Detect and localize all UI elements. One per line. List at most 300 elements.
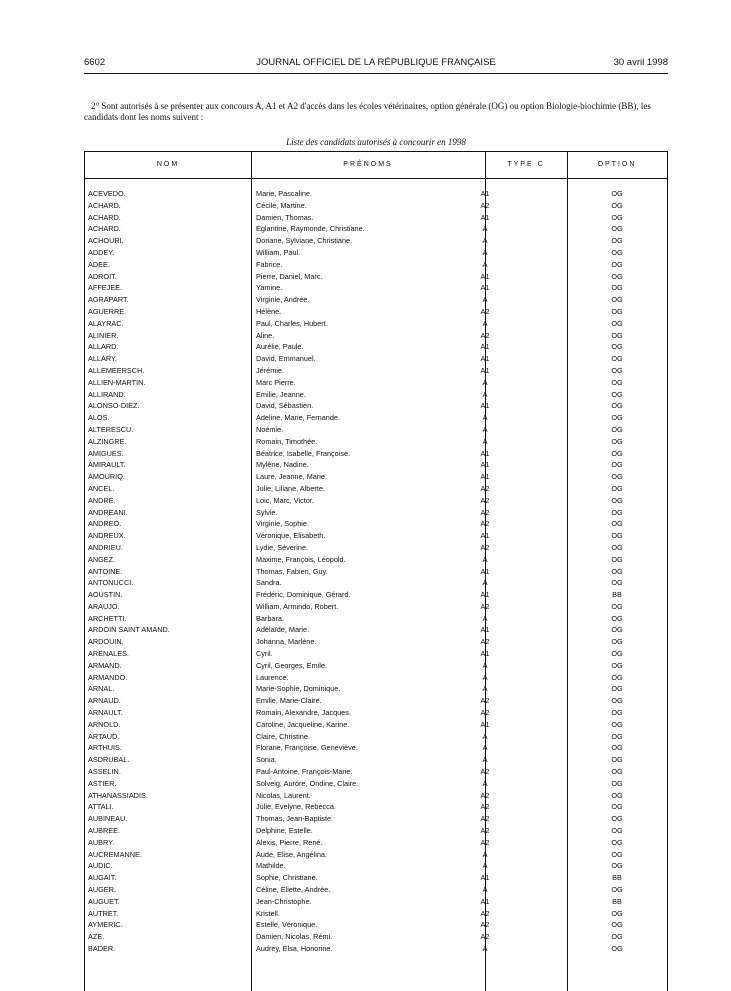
candidate-option: OG bbox=[611, 507, 623, 517]
candidate-type: A2 bbox=[480, 637, 490, 647]
candidate-option: OG bbox=[611, 566, 623, 576]
candidate-firstnames: Estelle, Véronique. bbox=[256, 920, 318, 930]
table-row bbox=[85, 365, 667, 377]
candidate-name: AMIGUES. bbox=[88, 448, 124, 458]
table-row bbox=[85, 271, 667, 283]
candidate-option: OG bbox=[611, 436, 623, 446]
candidate-firstnames: Fabrice. bbox=[256, 259, 283, 269]
candidate-firstnames: Nicolas, Laurent. bbox=[256, 790, 311, 800]
candidate-name: AMIRAULT. bbox=[88, 460, 126, 470]
candidate-option: OG bbox=[611, 247, 623, 257]
candidate-type: A bbox=[482, 318, 488, 328]
page-number: 6602 bbox=[84, 57, 106, 68]
candidate-name: ARNAL. bbox=[88, 684, 115, 694]
candidate-type: A bbox=[482, 672, 488, 682]
candidate-option: OG bbox=[611, 944, 623, 953]
candidate-name: ACHARD. bbox=[88, 200, 121, 210]
candidate-name: ATHANASSIADIS. bbox=[88, 790, 148, 800]
candidate-name: ARNOLD. bbox=[88, 719, 121, 729]
candidate-option: OG bbox=[611, 342, 623, 352]
table-row bbox=[85, 731, 667, 743]
candidate-name: ANDREANI. bbox=[88, 507, 128, 517]
candidate-type: A1 bbox=[480, 719, 490, 729]
candidate-option: OG bbox=[611, 578, 623, 588]
candidate-firstnames: Frédéric, Dominique, Gérard. bbox=[256, 590, 351, 600]
candidate-name: AGRAPART. bbox=[88, 295, 129, 305]
candidate-firstnames: Marc Pierre. bbox=[256, 377, 296, 387]
candidate-name: ANCEL. bbox=[88, 483, 115, 493]
table-row bbox=[85, 294, 667, 306]
candidate-name: AFFEJEE. bbox=[88, 283, 123, 293]
candidate-firstnames: Jérémie. bbox=[256, 365, 284, 375]
candidate-firstnames: Hélène. bbox=[256, 306, 282, 316]
candidate-type: A bbox=[482, 377, 488, 387]
candidate-name: ACHARD. bbox=[88, 212, 121, 222]
candidate-option: OG bbox=[611, 295, 623, 305]
candidate-firstnames: Julie, Liliane, Alberte. bbox=[256, 483, 325, 493]
candidate-type: A bbox=[482, 755, 488, 765]
candidate-option: OG bbox=[611, 495, 623, 505]
table-row bbox=[85, 518, 667, 530]
candidate-type: A2 bbox=[480, 826, 490, 836]
candidate-option: OG bbox=[611, 660, 623, 670]
table-row bbox=[85, 896, 667, 908]
table-row bbox=[85, 719, 667, 731]
candidate-firstnames: Céline, Eliette, Andrée. bbox=[256, 885, 331, 895]
table-row bbox=[85, 495, 667, 507]
table-row bbox=[85, 624, 667, 636]
candidate-type: A2 bbox=[480, 601, 490, 611]
candidates-table bbox=[84, 151, 668, 991]
candidate-option: OG bbox=[611, 472, 623, 482]
candidate-option: OG bbox=[611, 755, 623, 765]
candidate-option: OG bbox=[611, 613, 623, 623]
candidate-type: A bbox=[482, 944, 488, 953]
table-row bbox=[85, 648, 667, 660]
candidate-name: AOUSTIN. bbox=[88, 590, 123, 600]
candidate-firstnames: Romain, Alexandre, Jacques. bbox=[256, 708, 351, 718]
candidate-name: ARMANDO. bbox=[88, 672, 128, 682]
table-row bbox=[85, 247, 667, 259]
candidate-option: OG bbox=[611, 861, 623, 871]
candidate-name: ARNAUD. bbox=[88, 696, 121, 706]
candidate-type: A bbox=[482, 684, 488, 694]
candidate-option: OG bbox=[611, 283, 623, 293]
candidate-name: ARDOIN SAINT AMAND. bbox=[88, 625, 170, 635]
candidate-name: AUGER. bbox=[88, 885, 116, 895]
table-row bbox=[85, 742, 667, 754]
table-row bbox=[85, 235, 667, 247]
candidate-type: A2 bbox=[480, 507, 490, 517]
candidate-name: ARTAUD. bbox=[88, 731, 120, 741]
table-header bbox=[85, 152, 667, 179]
candidate-name: ASDRUBAL. bbox=[88, 755, 130, 765]
candidate-option: OG bbox=[611, 731, 623, 741]
candidate-type: A1 bbox=[480, 625, 490, 635]
publication-date: 30 avril 1998 bbox=[613, 57, 668, 68]
candidate-firstnames: Julie, Evelyne, Rebecca. bbox=[256, 802, 336, 812]
candidate-firstnames: Paul-Antoine, François-Marie. bbox=[256, 767, 353, 777]
candidate-option: OG bbox=[611, 460, 623, 470]
candidate-firstnames: Johanna, Marlène. bbox=[256, 637, 317, 647]
candidate-firstnames: David, Emmanuel. bbox=[256, 354, 316, 364]
table-row bbox=[85, 200, 667, 212]
candidate-option: OG bbox=[611, 519, 623, 529]
candidate-option: OG bbox=[611, 542, 623, 552]
candidate-name: ARMAND. bbox=[88, 660, 122, 670]
candidate-type: A1 bbox=[480, 283, 490, 293]
table-row bbox=[85, 754, 667, 766]
candidate-option: OG bbox=[611, 696, 623, 706]
candidate-type: A1 bbox=[480, 212, 490, 222]
table-row bbox=[85, 353, 667, 365]
candidate-name: ASTIER. bbox=[88, 778, 117, 788]
candidate-name: ALLIRAND. bbox=[88, 389, 126, 399]
candidate-type: A bbox=[482, 295, 488, 305]
candidate-option: OG bbox=[611, 377, 623, 387]
candidate-option: OG bbox=[611, 637, 623, 647]
candidate-type: A1 bbox=[480, 590, 490, 600]
candidate-firstnames: Laure, Jeanne, Marie. bbox=[256, 472, 327, 482]
candidate-type: A2 bbox=[480, 330, 490, 340]
candidate-firstnames: Doriane, Sylviane, Christiane. bbox=[256, 236, 353, 246]
table-row bbox=[85, 282, 667, 294]
candidate-type: A2 bbox=[480, 495, 490, 505]
candidate-type: A1 bbox=[480, 354, 490, 364]
candidate-name: ARAUJO. bbox=[88, 601, 120, 611]
candidate-name: ALLARY. bbox=[88, 354, 117, 364]
candidate-type: A1 bbox=[480, 448, 490, 458]
table-row bbox=[85, 778, 667, 790]
candidate-name: ARNAULT. bbox=[88, 708, 123, 718]
candidate-option: OG bbox=[611, 672, 623, 682]
candidate-name: ALLARD. bbox=[88, 342, 119, 352]
table-row bbox=[85, 448, 667, 460]
candidate-type: A2 bbox=[480, 790, 490, 800]
candidate-option: OG bbox=[611, 814, 623, 824]
table-row bbox=[85, 542, 667, 554]
candidate-firstnames: Emilie, Jeanne. bbox=[256, 389, 306, 399]
candidate-type: A1 bbox=[480, 531, 490, 541]
candidate-type: A bbox=[482, 778, 488, 788]
candidate-option: OG bbox=[611, 743, 623, 753]
candidate-option: OG bbox=[611, 413, 623, 423]
candidate-name: AUGUET. bbox=[88, 896, 120, 906]
candidate-firstnames: Thomas, Jean-Baptiste. bbox=[256, 814, 334, 824]
candidate-name: ALONSO-DIEZ. bbox=[88, 401, 140, 411]
candidate-firstnames: Virginie, Sophie. bbox=[256, 519, 310, 529]
candidate-type: A bbox=[482, 389, 488, 399]
table-row bbox=[85, 377, 667, 389]
candidate-option: OG bbox=[611, 483, 623, 493]
candidate-firstnames: Romain, Timothée. bbox=[256, 436, 318, 446]
candidate-firstnames: Lydie, Séverine. bbox=[256, 542, 309, 552]
candidate-firstnames: Adélaïde, Marie. bbox=[256, 625, 310, 635]
candidate-name: AUBRY. bbox=[88, 837, 115, 847]
candidate-name: BADER. bbox=[88, 944, 116, 953]
candidate-name: AUDIC. bbox=[88, 861, 113, 871]
table-row bbox=[85, 389, 667, 401]
candidate-firstnames: Florane, Françoise, Geneviève. bbox=[256, 743, 358, 753]
candidate-firstnames: Véronique, Elisabeth. bbox=[256, 531, 326, 541]
candidate-name: AYMERIC. bbox=[88, 920, 123, 930]
candidate-type: A1 bbox=[480, 472, 490, 482]
candidate-option: OG bbox=[611, 920, 623, 930]
header-type: TYPE C bbox=[507, 161, 545, 168]
table-row bbox=[85, 919, 667, 931]
candidate-name: ACHOURI. bbox=[88, 236, 124, 246]
candidate-option: OG bbox=[611, 306, 623, 316]
candidate-name: ANGEZ. bbox=[88, 554, 116, 564]
candidate-type: A2 bbox=[480, 483, 490, 493]
table-row bbox=[85, 424, 667, 436]
header-rule bbox=[84, 73, 668, 74]
table-row bbox=[85, 412, 667, 424]
table-row bbox=[85, 943, 667, 955]
candidate-firstnames: Damien, Nicolas, Rémi. bbox=[256, 932, 333, 942]
candidate-firstnames: Marie, Pascaline. bbox=[256, 189, 312, 198]
candidate-option: OG bbox=[611, 767, 623, 777]
candidate-type: A2 bbox=[480, 837, 490, 847]
candidate-option: OG bbox=[611, 719, 623, 729]
candidate-name: AUBINEAU. bbox=[88, 814, 128, 824]
candidate-firstnames: Yamine. bbox=[256, 283, 283, 293]
table-row bbox=[85, 530, 667, 542]
candidate-firstnames: Caroline, Jacqueline, Karine. bbox=[256, 719, 350, 729]
candidate-type: A bbox=[482, 236, 488, 246]
candidate-type: A1 bbox=[480, 566, 490, 576]
candidate-type: A bbox=[482, 849, 488, 859]
candidate-firstnames: Maxime, François, Léopold. bbox=[256, 554, 346, 564]
candidate-name: ADROIT. bbox=[88, 271, 117, 281]
table-row bbox=[85, 507, 667, 519]
candidate-firstnames: Delphine, Estelle. bbox=[256, 826, 313, 836]
table-row bbox=[85, 306, 667, 318]
candidate-option: OG bbox=[611, 330, 623, 340]
table-row bbox=[85, 223, 667, 235]
candidate-name: ANDREUX. bbox=[88, 531, 126, 541]
candidate-type: A2 bbox=[480, 696, 490, 706]
table-row bbox=[85, 330, 667, 342]
candidate-type: A1 bbox=[480, 401, 490, 411]
candidate-type: A bbox=[482, 554, 488, 564]
candidate-firstnames: Mylène, Nadine. bbox=[256, 460, 309, 470]
candidate-type: A1 bbox=[480, 873, 490, 883]
table-row bbox=[85, 931, 667, 943]
candidate-firstnames: Sandra. bbox=[256, 578, 282, 588]
candidate-name: ANTONUCCI. bbox=[88, 578, 134, 588]
candidate-type: A bbox=[482, 413, 488, 423]
table-row bbox=[85, 613, 667, 625]
candidate-option: OG bbox=[611, 601, 623, 611]
candidate-name: ARCHETTI. bbox=[88, 613, 127, 623]
candidate-firstnames: Virginie, Andrée. bbox=[256, 295, 310, 305]
candidate-type: A bbox=[482, 578, 488, 588]
table-row bbox=[85, 849, 667, 861]
candidate-firstnames: Paul, Charles, Hubert. bbox=[256, 318, 328, 328]
candidate-option: OG bbox=[611, 885, 623, 895]
table-row bbox=[85, 813, 667, 825]
candidate-option: OG bbox=[611, 236, 623, 246]
table-row bbox=[85, 259, 667, 271]
candidate-option: OG bbox=[611, 259, 623, 269]
candidate-firstnames: Béatrice, Isabelle, Françoise. bbox=[256, 448, 351, 458]
candidate-option: OG bbox=[611, 790, 623, 800]
candidate-name: ALZINGRE. bbox=[88, 436, 127, 446]
candidate-option: OG bbox=[611, 401, 623, 411]
candidate-option: OG bbox=[611, 212, 623, 222]
candidate-firstnames: Sylvie. bbox=[256, 507, 278, 517]
table-row bbox=[85, 683, 667, 695]
table-row bbox=[85, 884, 667, 896]
candidate-type: A2 bbox=[480, 542, 490, 552]
candidate-type: A bbox=[482, 259, 488, 269]
candidate-firstnames: Kristell. bbox=[256, 908, 280, 918]
table-row bbox=[85, 459, 667, 471]
candidate-name: ALINIER. bbox=[88, 330, 119, 340]
candidate-type: A2 bbox=[480, 814, 490, 824]
table-row bbox=[85, 660, 667, 672]
candidate-type: A bbox=[482, 731, 488, 741]
candidate-firstnames: Mathilde. bbox=[256, 861, 286, 871]
table-row bbox=[85, 801, 667, 813]
table-row bbox=[85, 400, 667, 412]
candidate-firstnames: Audrey, Elsa, Honorine. bbox=[256, 944, 333, 953]
table-row bbox=[85, 860, 667, 872]
table-row bbox=[85, 471, 667, 483]
table-row bbox=[85, 566, 667, 578]
candidate-name: AUGAIT. bbox=[88, 873, 117, 883]
candidate-name: ALAYRAC. bbox=[88, 318, 124, 328]
candidate-option: OG bbox=[611, 802, 623, 812]
candidate-firstnames: Cyril. bbox=[256, 649, 273, 659]
candidate-firstnames: Adeline, Marie, Fernande. bbox=[256, 413, 340, 423]
table-row bbox=[85, 589, 667, 601]
candidate-type: A1 bbox=[480, 649, 490, 659]
candidate-option: OG bbox=[611, 625, 623, 635]
candidate-type: A1 bbox=[480, 189, 490, 198]
candidate-firstnames: Aline. bbox=[256, 330, 275, 340]
candidate-option: OG bbox=[611, 365, 623, 375]
candidate-option: OG bbox=[611, 932, 623, 942]
intro-paragraph: 2° Sont autorisés à se présenter aux concours A, A1 et A2 d'accès dans les écoles vétérinaires, option générale (OG) ou option Biologie-biochimie (BB), les candidats dont les noms suivent : bbox=[84, 101, 651, 122]
table-body bbox=[85, 188, 667, 955]
table-row bbox=[85, 436, 667, 448]
header-nom: NOM bbox=[156, 161, 180, 168]
candidate-name: ANDRE. bbox=[88, 495, 116, 505]
candidate-type: A2 bbox=[480, 767, 490, 777]
candidate-option: BB bbox=[612, 896, 622, 906]
table-row bbox=[85, 695, 667, 707]
candidate-name: ALLEMEERSCH. bbox=[88, 365, 145, 375]
candidate-type: A bbox=[482, 424, 488, 434]
candidate-firstnames: Marie-Sophie, Dominique. bbox=[256, 684, 341, 694]
table-row bbox=[85, 483, 667, 495]
candidate-name: ANTOINE. bbox=[88, 566, 123, 576]
candidate-firstnames: William, Armindo, Robert. bbox=[256, 601, 339, 611]
page-header bbox=[84, 57, 668, 73]
candidate-type: A bbox=[482, 613, 488, 623]
candidate-firstnames: Emilie, Marie-Claire. bbox=[256, 696, 322, 706]
candidate-name: AUBREE. bbox=[88, 826, 121, 836]
candidate-name: ADDEY. bbox=[88, 247, 115, 257]
candidate-option: OG bbox=[611, 778, 623, 788]
candidate-option: OG bbox=[611, 354, 623, 364]
candidate-firstnames: Pierre, Daniel, Marc. bbox=[256, 271, 323, 281]
candidate-name: AGUERRE. bbox=[88, 306, 127, 316]
candidate-firstnames: Solveig, Aurore, Ondine, Claire. bbox=[256, 778, 359, 788]
candidate-option: OG bbox=[611, 318, 623, 328]
candidate-firstnames: Cécile, Martine. bbox=[256, 200, 307, 210]
candidate-firstnames: Alexis, Pierre, René. bbox=[256, 837, 323, 847]
candidate-name: AUCREMANNE. bbox=[88, 849, 142, 859]
candidate-type: A bbox=[482, 885, 488, 895]
candidate-type: A1 bbox=[480, 896, 490, 906]
candidate-name: AMOURIQ. bbox=[88, 472, 125, 482]
candidate-option: OG bbox=[611, 837, 623, 847]
candidate-option: OG bbox=[611, 271, 623, 281]
candidate-firstnames: Noémie. bbox=[256, 424, 284, 434]
header-option: OPTION bbox=[597, 161, 637, 168]
candidate-option: OG bbox=[611, 908, 623, 918]
table-row bbox=[85, 212, 667, 224]
candidate-name: ALOS. bbox=[88, 413, 110, 423]
candidate-type: A bbox=[482, 660, 488, 670]
table-row bbox=[85, 554, 667, 566]
candidate-name: AZE. bbox=[88, 932, 105, 942]
table-row bbox=[85, 577, 667, 589]
candidate-type: A bbox=[482, 247, 488, 257]
header-prenoms: PRÉNOMS bbox=[343, 161, 393, 168]
candidate-name: ADEE. bbox=[88, 259, 110, 269]
candidate-name: ANDREO. bbox=[88, 519, 122, 529]
table-row bbox=[85, 636, 667, 648]
table-row bbox=[85, 341, 667, 353]
candidate-type: A2 bbox=[480, 932, 490, 942]
candidate-option: OG bbox=[611, 708, 623, 718]
candidate-option: OG bbox=[611, 189, 623, 198]
candidate-option: OG bbox=[611, 826, 623, 836]
candidate-type: A1 bbox=[480, 271, 490, 281]
candidate-name: ALTERESCU. bbox=[88, 424, 134, 434]
candidate-firstnames: William, Paul. bbox=[256, 247, 301, 257]
table-row bbox=[85, 872, 667, 884]
table-row bbox=[85, 188, 667, 200]
candidate-option: OG bbox=[611, 649, 623, 659]
candidate-name: ASSELIN. bbox=[88, 767, 121, 777]
candidate-option: OG bbox=[611, 554, 623, 564]
candidate-firstnames: Laurence. bbox=[256, 672, 289, 682]
candidate-firstnames: Aude, Elise, Angélina. bbox=[256, 849, 327, 859]
candidate-name: ACHARD. bbox=[88, 224, 121, 234]
table-row bbox=[85, 908, 667, 920]
table-row bbox=[85, 601, 667, 613]
table-row bbox=[85, 825, 667, 837]
candidate-name: ACEVEDO. bbox=[88, 189, 126, 198]
candidate-type: A2 bbox=[480, 519, 490, 529]
table-row bbox=[85, 672, 667, 684]
candidate-option: OG bbox=[611, 424, 623, 434]
candidate-type: A bbox=[482, 743, 488, 753]
candidate-option: OG bbox=[611, 531, 623, 541]
candidate-firstnames: Cyril, Georges, Emile. bbox=[256, 660, 327, 670]
candidate-firstnames: David, Sébastien. bbox=[256, 401, 314, 411]
candidate-name: AUTRET. bbox=[88, 908, 119, 918]
candidate-name: ANDRIEU. bbox=[88, 542, 123, 552]
candidate-firstnames: Sophie, Christiane. bbox=[256, 873, 318, 883]
candidate-type: A bbox=[482, 224, 488, 234]
candidate-type: A2 bbox=[480, 708, 490, 718]
